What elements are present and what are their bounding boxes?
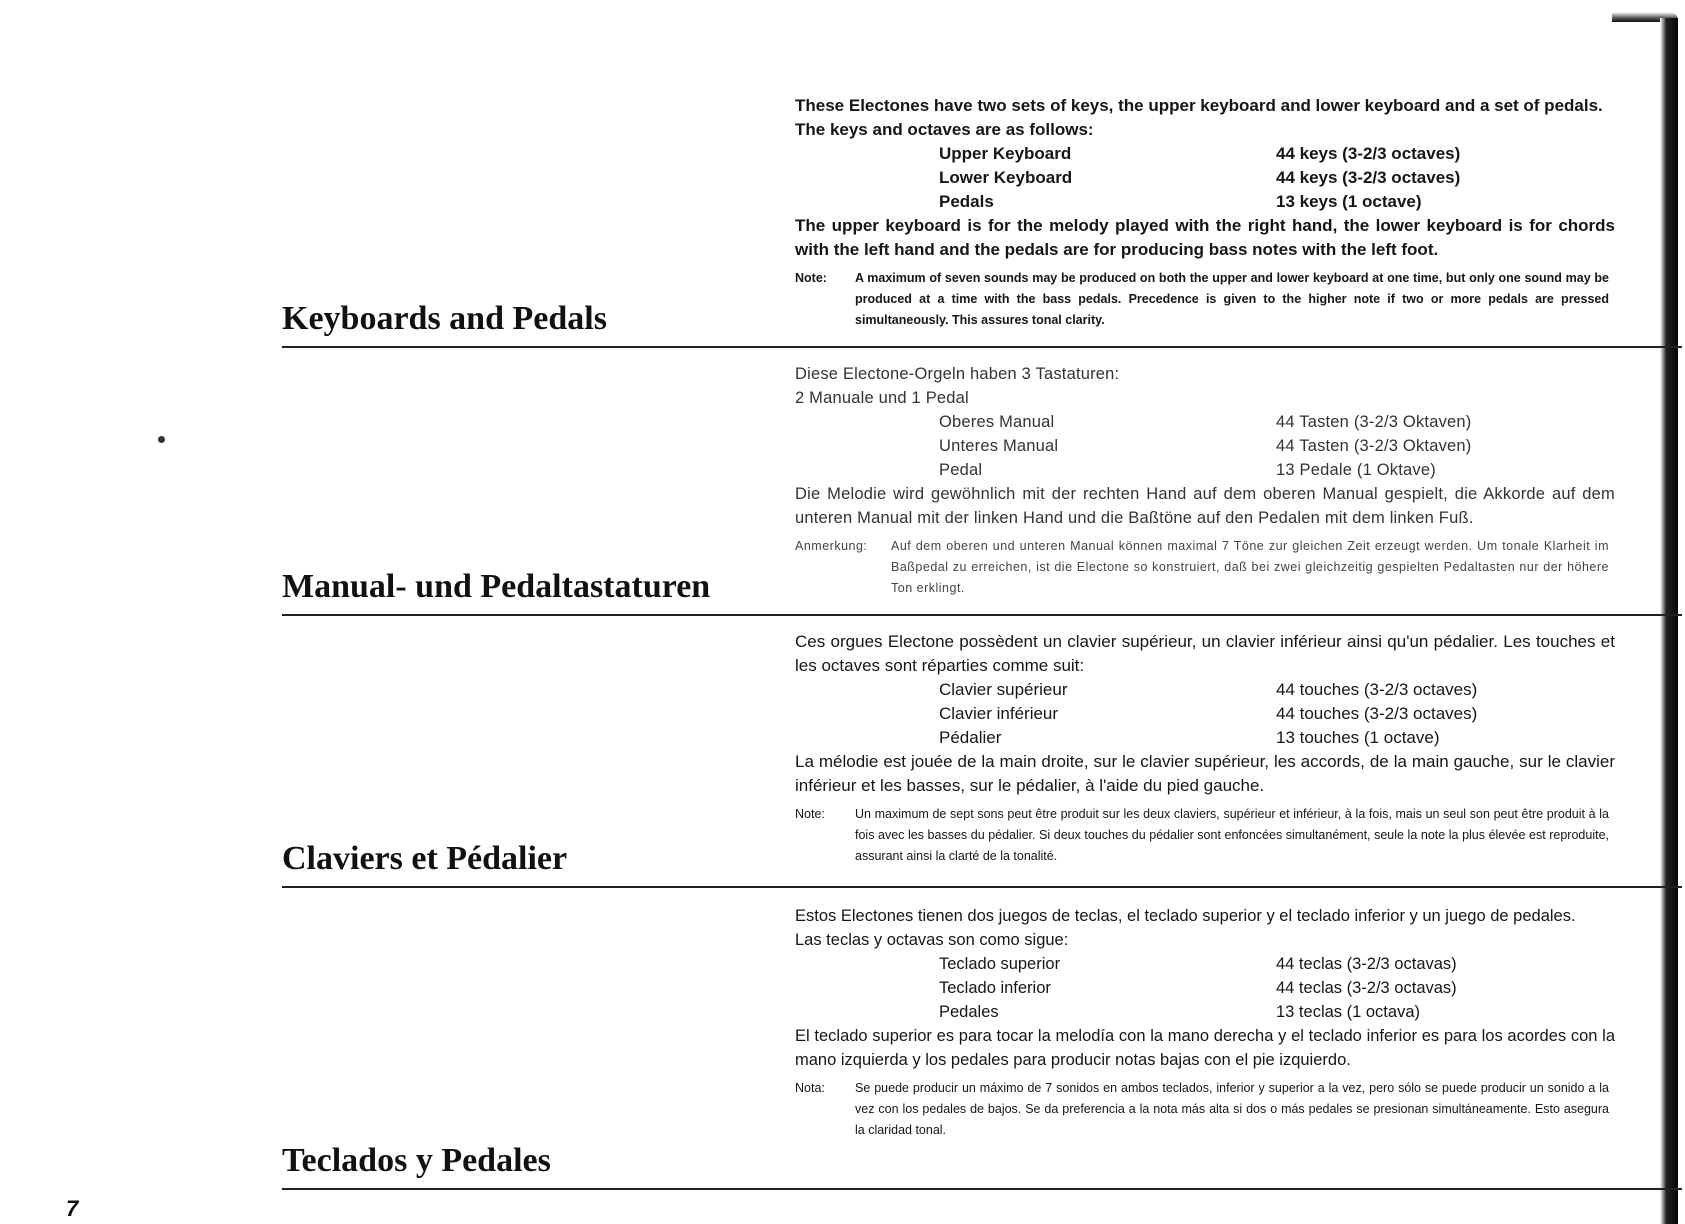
note-label: Note: <box>795 807 825 821</box>
es-keys-list <box>795 952 1615 1024</box>
section-divider <box>282 346 1682 348</box>
key-name: Clavier inférieur <box>939 704 1059 723</box>
key-value: 13 teclas (1 octava) <box>1276 1003 1420 1021</box>
heading-keyboards-and-pedals: Keyboards and Pedals <box>282 300 607 337</box>
key-row <box>795 458 1615 482</box>
key-name: Pedales <box>939 1003 999 1021</box>
en-intro: These Electones have two sets of keys, the upper keyboard and lower keyboard and a set of pedals. <box>795 96 1603 115</box>
heading-manual-und-pedaltastaturen: Manual- und Pedaltastaturen <box>282 568 711 605</box>
de-intro2: 2 Manuale und 1 Pedal <box>795 389 969 407</box>
binding-edge <box>1660 18 1678 1224</box>
key-row <box>795 1000 1615 1024</box>
scan-speck <box>158 436 165 443</box>
heading-claviers-et-pedalier: Claviers et Pédalier <box>282 840 568 877</box>
note-label: Note: <box>795 271 827 285</box>
key-name: Oberes Manual <box>939 413 1055 431</box>
section-es-body <box>795 904 1615 1141</box>
heading-teclados-y-pedales: Teclados y Pedales <box>282 1142 551 1179</box>
key-value: 44 Tasten (3-2/3 Oktaven) <box>1276 413 1472 431</box>
key-row <box>795 142 1615 166</box>
en-paragraph: The upper keyboard is for the melody played with the right hand, the lower keyboard is for chords with the left hand and the pedals are for producing bass notes with the left foot. <box>795 216 1615 259</box>
key-row <box>795 166 1615 190</box>
key-row <box>795 410 1615 434</box>
de-paragraph: Die Melodie wird gewöhnlich mit der rechten Hand auf dem oberen Manual gespielt, die Akkorde auf dem unteren Manual mit der linken Hand und die Baßtöne auf den Pedalen mit dem linken Fuß. <box>795 485 1615 527</box>
fr-intro: Ces orgues Electone possèdent un clavier supérieur, un clavier inférieur ainsi qu'un pédalier. Les touches et les octaves sont réparties comme suit: <box>795 632 1615 675</box>
key-name: Clavier supérieur <box>939 680 1068 699</box>
key-value: 44 Tasten (3-2/3 Oktaven) <box>1276 437 1472 455</box>
en-keys-list <box>795 142 1615 214</box>
key-name: Lower Keyboard <box>939 168 1073 187</box>
key-row <box>795 952 1615 976</box>
key-row <box>795 190 1615 214</box>
key-row <box>795 678 1615 702</box>
key-value: 13 Pedale (1 Oktave) <box>1276 461 1436 479</box>
fr-note <box>795 804 1615 867</box>
key-row <box>795 702 1615 726</box>
note-label: Anmerkung: <box>795 539 868 553</box>
fr-keys-list <box>795 678 1615 750</box>
de-intro: Diese Electone-Orgeln haben 3 Tastaturen: <box>795 365 1120 383</box>
key-row <box>795 726 1615 750</box>
en-note <box>795 268 1615 331</box>
es-intro: Estos Electones tienen dos juegos de teclas, el teclado superior y el teclado inferior y un juego de pedales. <box>795 907 1576 925</box>
note-label: Nota: <box>795 1081 825 1095</box>
note-text: A maximum of seven sounds may be produced on both the upper and lower keyboard at one time, but only one sound may be produced at a time with the bass pedals. Precedence is given to the higher note if two or more pedals are pressed simultaneously. This assures tonal clarity. <box>855 271 1609 327</box>
fr-paragraph: La mélodie est jouée de la main droite, sur le clavier supérieur, les accords, de la main gauche, sur le clavier inférieur et les basses, sur le pédalier, à l'aide du pied gauche. <box>795 752 1615 795</box>
key-value: 44 keys (3-2/3 octaves) <box>1276 168 1461 187</box>
page-number: 7 <box>66 1196 79 1221</box>
key-name: Unteres Manual <box>939 437 1059 455</box>
es-paragraph: El teclado superior es para tocar la melodía con la mano derecha y el teclado inferior es para los acordes con la mano izquierda y los pedales para producir notas bajas con el pie izquierdo. <box>795 1027 1615 1069</box>
key-value: 13 keys (1 octave) <box>1276 192 1422 211</box>
key-name: Pédalier <box>939 728 1002 747</box>
de-keys-list <box>795 410 1615 482</box>
key-name: Upper Keyboard <box>939 144 1072 163</box>
key-value: 13 touches (1 octave) <box>1276 728 1440 747</box>
note-text: Auf dem oberen und unteren Manual können maximal 7 Töne zur gleichen Zeit erzeugt werden. Um tonale Klarheit im Baßpedal zu erreichen, ist die Electone so konstruiert, daß bei zwei gleichzeitig gespielten Pedaltasten nur der höhere Ton erklingt. <box>891 539 1609 595</box>
section-divider <box>282 614 1682 616</box>
note-text: Se puede producir un máximo de 7 sonidos en ambos teclados, inferior y superior a la vez, pero sólo se puede producir un sonido a la vez con los pedales de bajos. Se da preferencia a la nota más alta si dos o más pedales se presionan simultáneamente. Esto asegura la claridad tonal. <box>855 1081 1609 1137</box>
key-name: Teclado inferior <box>939 979 1051 997</box>
section-en-body <box>795 94 1615 331</box>
key-name: Pedal <box>939 461 983 479</box>
es-intro2: Las teclas y octavas son como sigue: <box>795 931 1069 949</box>
key-value: 44 touches (3-2/3 octaves) <box>1276 704 1478 723</box>
key-value: 44 teclas (3-2/3 octavas) <box>1276 955 1457 973</box>
key-name: Teclado superior <box>939 955 1061 973</box>
key-row <box>795 434 1615 458</box>
key-row <box>795 976 1615 1000</box>
key-name: Pedals <box>939 192 994 211</box>
es-note <box>795 1078 1615 1141</box>
de-note <box>795 536 1615 599</box>
key-value: 44 keys (3-2/3 octaves) <box>1276 144 1461 163</box>
section-divider <box>282 886 1682 888</box>
en-intro2: The keys and octaves are as follows: <box>795 120 1094 139</box>
note-text: Un maximum de sept sons peut être produit sur les deux claviers, supérieur et inférieur, à la fois, mais un seul son peut être produit à la fois avec les basses du pédalier. Si deux touches du pédalier sont enfoncées simultanément, seule la note la plus élevée est reproduite, assurant ainsi la clarté de la tonalité. <box>855 807 1609 863</box>
key-value: 44 touches (3-2/3 octaves) <box>1276 680 1478 699</box>
section-de-body <box>795 362 1615 599</box>
section-divider <box>282 1188 1682 1190</box>
key-value: 44 teclas (3-2/3 octavas) <box>1276 979 1457 997</box>
section-fr-body <box>795 630 1615 867</box>
